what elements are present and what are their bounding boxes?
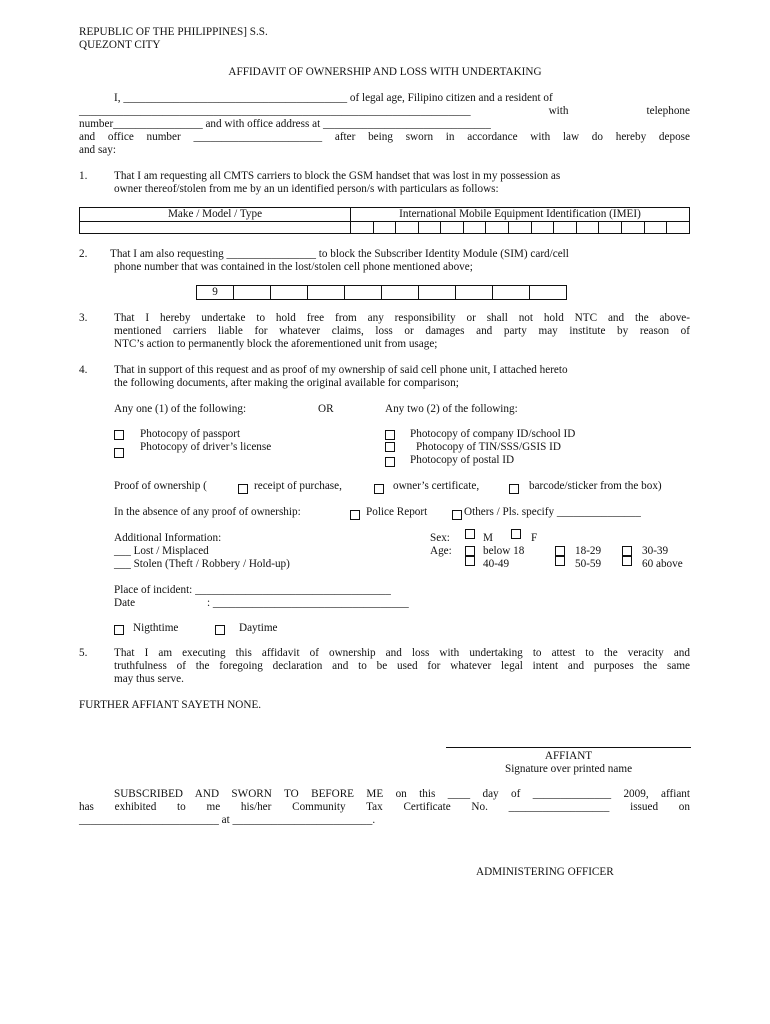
imei-digit-cell[interactable] bbox=[373, 221, 396, 233]
item2-line-1: That I am also requesting ________________ to block the Subscriber Identity Module (SIM) card/cell bbox=[110, 248, 569, 260]
sworn-line-2: has exhibited to me his/her Community Tax Certificate No. __________________ issued on bbox=[79, 801, 690, 813]
receipt-checkbox[interactable] bbox=[238, 484, 248, 494]
age-40-49-option: 40-49 bbox=[483, 558, 510, 570]
age-50-59-option: 50-59 bbox=[575, 558, 602, 570]
sim-number-row bbox=[197, 286, 567, 300]
item4-number: 4. bbox=[79, 364, 88, 376]
sim-digit-cell[interactable] bbox=[530, 286, 567, 300]
police-report-checkbox[interactable] bbox=[350, 510, 360, 520]
absence-label: In the absence of any proof of ownership: bbox=[114, 506, 301, 518]
imei-digit-cell[interactable] bbox=[509, 221, 532, 233]
item1-number: 1. bbox=[79, 170, 88, 182]
nighttime-option: Nigthtime bbox=[133, 622, 179, 634]
passport-checkbox[interactable] bbox=[114, 430, 124, 440]
item3-line-1: That I hereby undertake to hold free from any responsibility or shall not hold NTC and the above- bbox=[114, 312, 690, 324]
proof-of-ownership-label: Proof of ownership ( bbox=[114, 480, 207, 492]
owners-certificate-option: owner’s certificate, bbox=[393, 480, 480, 492]
item2-line-2: phone number that was contained in the lost/stolen cell phone mentioned above; bbox=[114, 261, 473, 273]
receipt-option: receipt of purchase, bbox=[254, 480, 342, 492]
header-city: QUEZONT CITY bbox=[79, 39, 161, 51]
imei-digit-cell[interactable] bbox=[621, 221, 644, 233]
drivers-license-checkbox[interactable] bbox=[114, 448, 124, 458]
item3-line-3: NTC’s action to permanently block the aforementioned unit from usage; bbox=[114, 338, 438, 350]
age-60-above-checkbox[interactable] bbox=[622, 556, 632, 566]
barcode-checkbox[interactable] bbox=[509, 484, 519, 494]
affiant-label: AFFIANT bbox=[544, 750, 593, 762]
imei-digit-cell[interactable] bbox=[418, 221, 441, 233]
imei-header: International Mobile Equipment Identification (IMEI) bbox=[351, 208, 690, 222]
age-50-59-checkbox[interactable] bbox=[555, 556, 565, 566]
any-two-label: Any two (2) of the following: bbox=[385, 403, 518, 415]
imei-table bbox=[79, 207, 690, 234]
others-option: Others / Pls. specify _______________ bbox=[464, 506, 641, 518]
age-40-49-checkbox[interactable] bbox=[465, 556, 475, 566]
imei-digit-cell[interactable] bbox=[644, 221, 667, 233]
additional-info-label: Additional Information: bbox=[114, 532, 222, 544]
or-label: OR bbox=[318, 403, 334, 415]
intro-line-1: I, ________________________________________ of legal age, Filipino citizen and a resident of bbox=[114, 92, 553, 104]
sim-number-boxes bbox=[196, 285, 567, 300]
administering-officer: ADMINISTERING OFFICER bbox=[476, 866, 614, 878]
sim-digit-cell[interactable] bbox=[234, 286, 271, 300]
item5-line-1: That I am executing this affidavit of ownership and loss with undertaking to attest to the veracity and bbox=[114, 647, 690, 659]
drivers-license-option: Photocopy of driver’s license bbox=[140, 441, 272, 453]
item2-number: 2. bbox=[79, 248, 88, 260]
sim-digit-cell[interactable] bbox=[345, 286, 382, 300]
age-30-39-option: 30-39 bbox=[642, 545, 669, 557]
others-checkbox[interactable] bbox=[452, 510, 462, 520]
imei-digit-cell[interactable] bbox=[486, 221, 509, 233]
sex-label: Sex: bbox=[430, 532, 450, 544]
sim-digit-cell[interactable] bbox=[271, 286, 308, 300]
age-60-above-option: 60 above bbox=[642, 558, 683, 570]
imei-digit-cell[interactable] bbox=[396, 221, 419, 233]
age-below-18-checkbox[interactable] bbox=[465, 546, 475, 556]
imei-digit-cell[interactable] bbox=[576, 221, 599, 233]
sim-digit-cell[interactable] bbox=[382, 286, 419, 300]
sim-digit-cell[interactable] bbox=[456, 286, 493, 300]
sex-m-option: M bbox=[483, 532, 493, 544]
make-model-cell[interactable] bbox=[80, 221, 351, 233]
signature-over-printed-name: Signature over printed name bbox=[504, 763, 633, 775]
imei-table-row bbox=[80, 221, 690, 233]
item4-line-1: That in support of this request and as proof of my ownership of said cell phone unit, I attached hereto bbox=[114, 364, 568, 376]
tin-sss-checkbox[interactable] bbox=[385, 442, 395, 452]
age-below-18-option: below 18 bbox=[483, 545, 525, 557]
date-label: Date bbox=[114, 597, 136, 609]
intro-line-2: ______________________________________________________________________ with telephone bbox=[79, 105, 690, 117]
intro-line-4: and office number _______________________ after being sworn in accordance with law do hereby depose bbox=[79, 131, 690, 143]
imei-table-header bbox=[80, 208, 690, 222]
intro-line-5: and say: bbox=[79, 144, 116, 156]
header-republic: REPUBLIC OF THE PHILIPPINES] S.S. bbox=[79, 26, 268, 38]
age-30-39-checkbox[interactable] bbox=[622, 546, 632, 556]
age-18-29-checkbox[interactable] bbox=[555, 546, 565, 556]
lost-option: ___ Lost / Misplaced bbox=[114, 545, 209, 557]
item4-line-2: the following documents, after making the original available for comparison; bbox=[114, 377, 459, 389]
item5-number: 5. bbox=[79, 647, 88, 659]
imei-digit-cell[interactable] bbox=[351, 221, 374, 233]
sworn-line-3: _________________________ at _________________________. bbox=[79, 814, 376, 826]
item1-line-1: That I am requesting all CMTS carriers to block the GSM handset that was lost in my possession as bbox=[114, 170, 561, 182]
item5-line-2: truthfulness of the foregoing declaration and to be used for whatever legal intent and purposes the same bbox=[114, 660, 690, 672]
further-affiant: FURTHER AFFIANT SAYETH NONE. bbox=[79, 699, 262, 711]
date-line: : ___________________________________ bbox=[207, 597, 409, 609]
sim-digit-cell[interactable] bbox=[493, 286, 530, 300]
daytime-option: Daytime bbox=[239, 622, 278, 634]
company-id-option: Photocopy of company ID/school ID bbox=[410, 428, 576, 440]
age-18-29-option: 18-29 bbox=[575, 545, 602, 557]
imei-digit-cell[interactable] bbox=[441, 221, 464, 233]
item1-line-2: owner thereof/stolen from me by an un identified person/s with particulars as follows: bbox=[114, 183, 499, 195]
sim-digit-cell[interactable] bbox=[308, 286, 345, 300]
postal-id-option: Photocopy of postal ID bbox=[410, 454, 515, 466]
make-model-header: Make / Model / Type bbox=[80, 208, 351, 222]
company-id-checkbox[interactable] bbox=[385, 430, 395, 440]
place-of-incident: Place of incident: ___________________________________ bbox=[114, 584, 391, 596]
tin-sss-option: Photocopy of TIN/SSS/GSIS ID bbox=[416, 441, 561, 453]
sim-digit-cell[interactable] bbox=[419, 286, 456, 300]
item3-number: 3. bbox=[79, 312, 88, 324]
police-report-option: Police Report bbox=[366, 506, 428, 518]
stolen-option: ___ Stolen (Theft / Robbery / Hold-up) bbox=[114, 558, 290, 570]
age-label: Age: bbox=[430, 545, 452, 557]
document-title: AFFIDAVIT OF OWNERSHIP AND LOSS WITH UNDERTAKING bbox=[228, 66, 542, 78]
postal-id-checkbox[interactable] bbox=[385, 457, 395, 467]
sim-digit-cell[interactable]: 9 bbox=[197, 286, 234, 300]
affiant-signature-line[interactable] bbox=[446, 747, 691, 748]
sex-f-option: F bbox=[531, 532, 538, 544]
item3-line-2: mentioned carriers liable for whatever claims, loss or damages and party may institute by reason of bbox=[114, 325, 690, 337]
imei-digit-cell[interactable] bbox=[531, 221, 554, 233]
sworn-line-1: SUBSCRIBED AND SWORN TO BEFORE ME on this ____ day of ______________ 2009, affiant bbox=[114, 788, 690, 800]
any-one-label: Any one (1) of the following: bbox=[114, 403, 247, 415]
imei-digit-cell[interactable] bbox=[463, 221, 486, 233]
imei-digit-cell[interactable] bbox=[554, 221, 577, 233]
imei-digit-cell[interactable] bbox=[667, 221, 690, 233]
owners-certificate-checkbox[interactable] bbox=[374, 484, 384, 494]
daytime-checkbox[interactable] bbox=[215, 625, 225, 635]
sex-m-checkbox[interactable] bbox=[465, 529, 475, 539]
item5-line-3: may thus serve. bbox=[114, 673, 184, 685]
sex-f-checkbox[interactable] bbox=[511, 529, 521, 539]
intro-line-3: number________________ and with office address at ______________________________ bbox=[79, 118, 491, 130]
imei-digit-cell[interactable] bbox=[599, 221, 622, 233]
barcode-option: barcode/sticker from the box) bbox=[529, 480, 662, 492]
passport-option: Photocopy of passport bbox=[140, 428, 241, 440]
nighttime-checkbox[interactable] bbox=[114, 625, 124, 635]
